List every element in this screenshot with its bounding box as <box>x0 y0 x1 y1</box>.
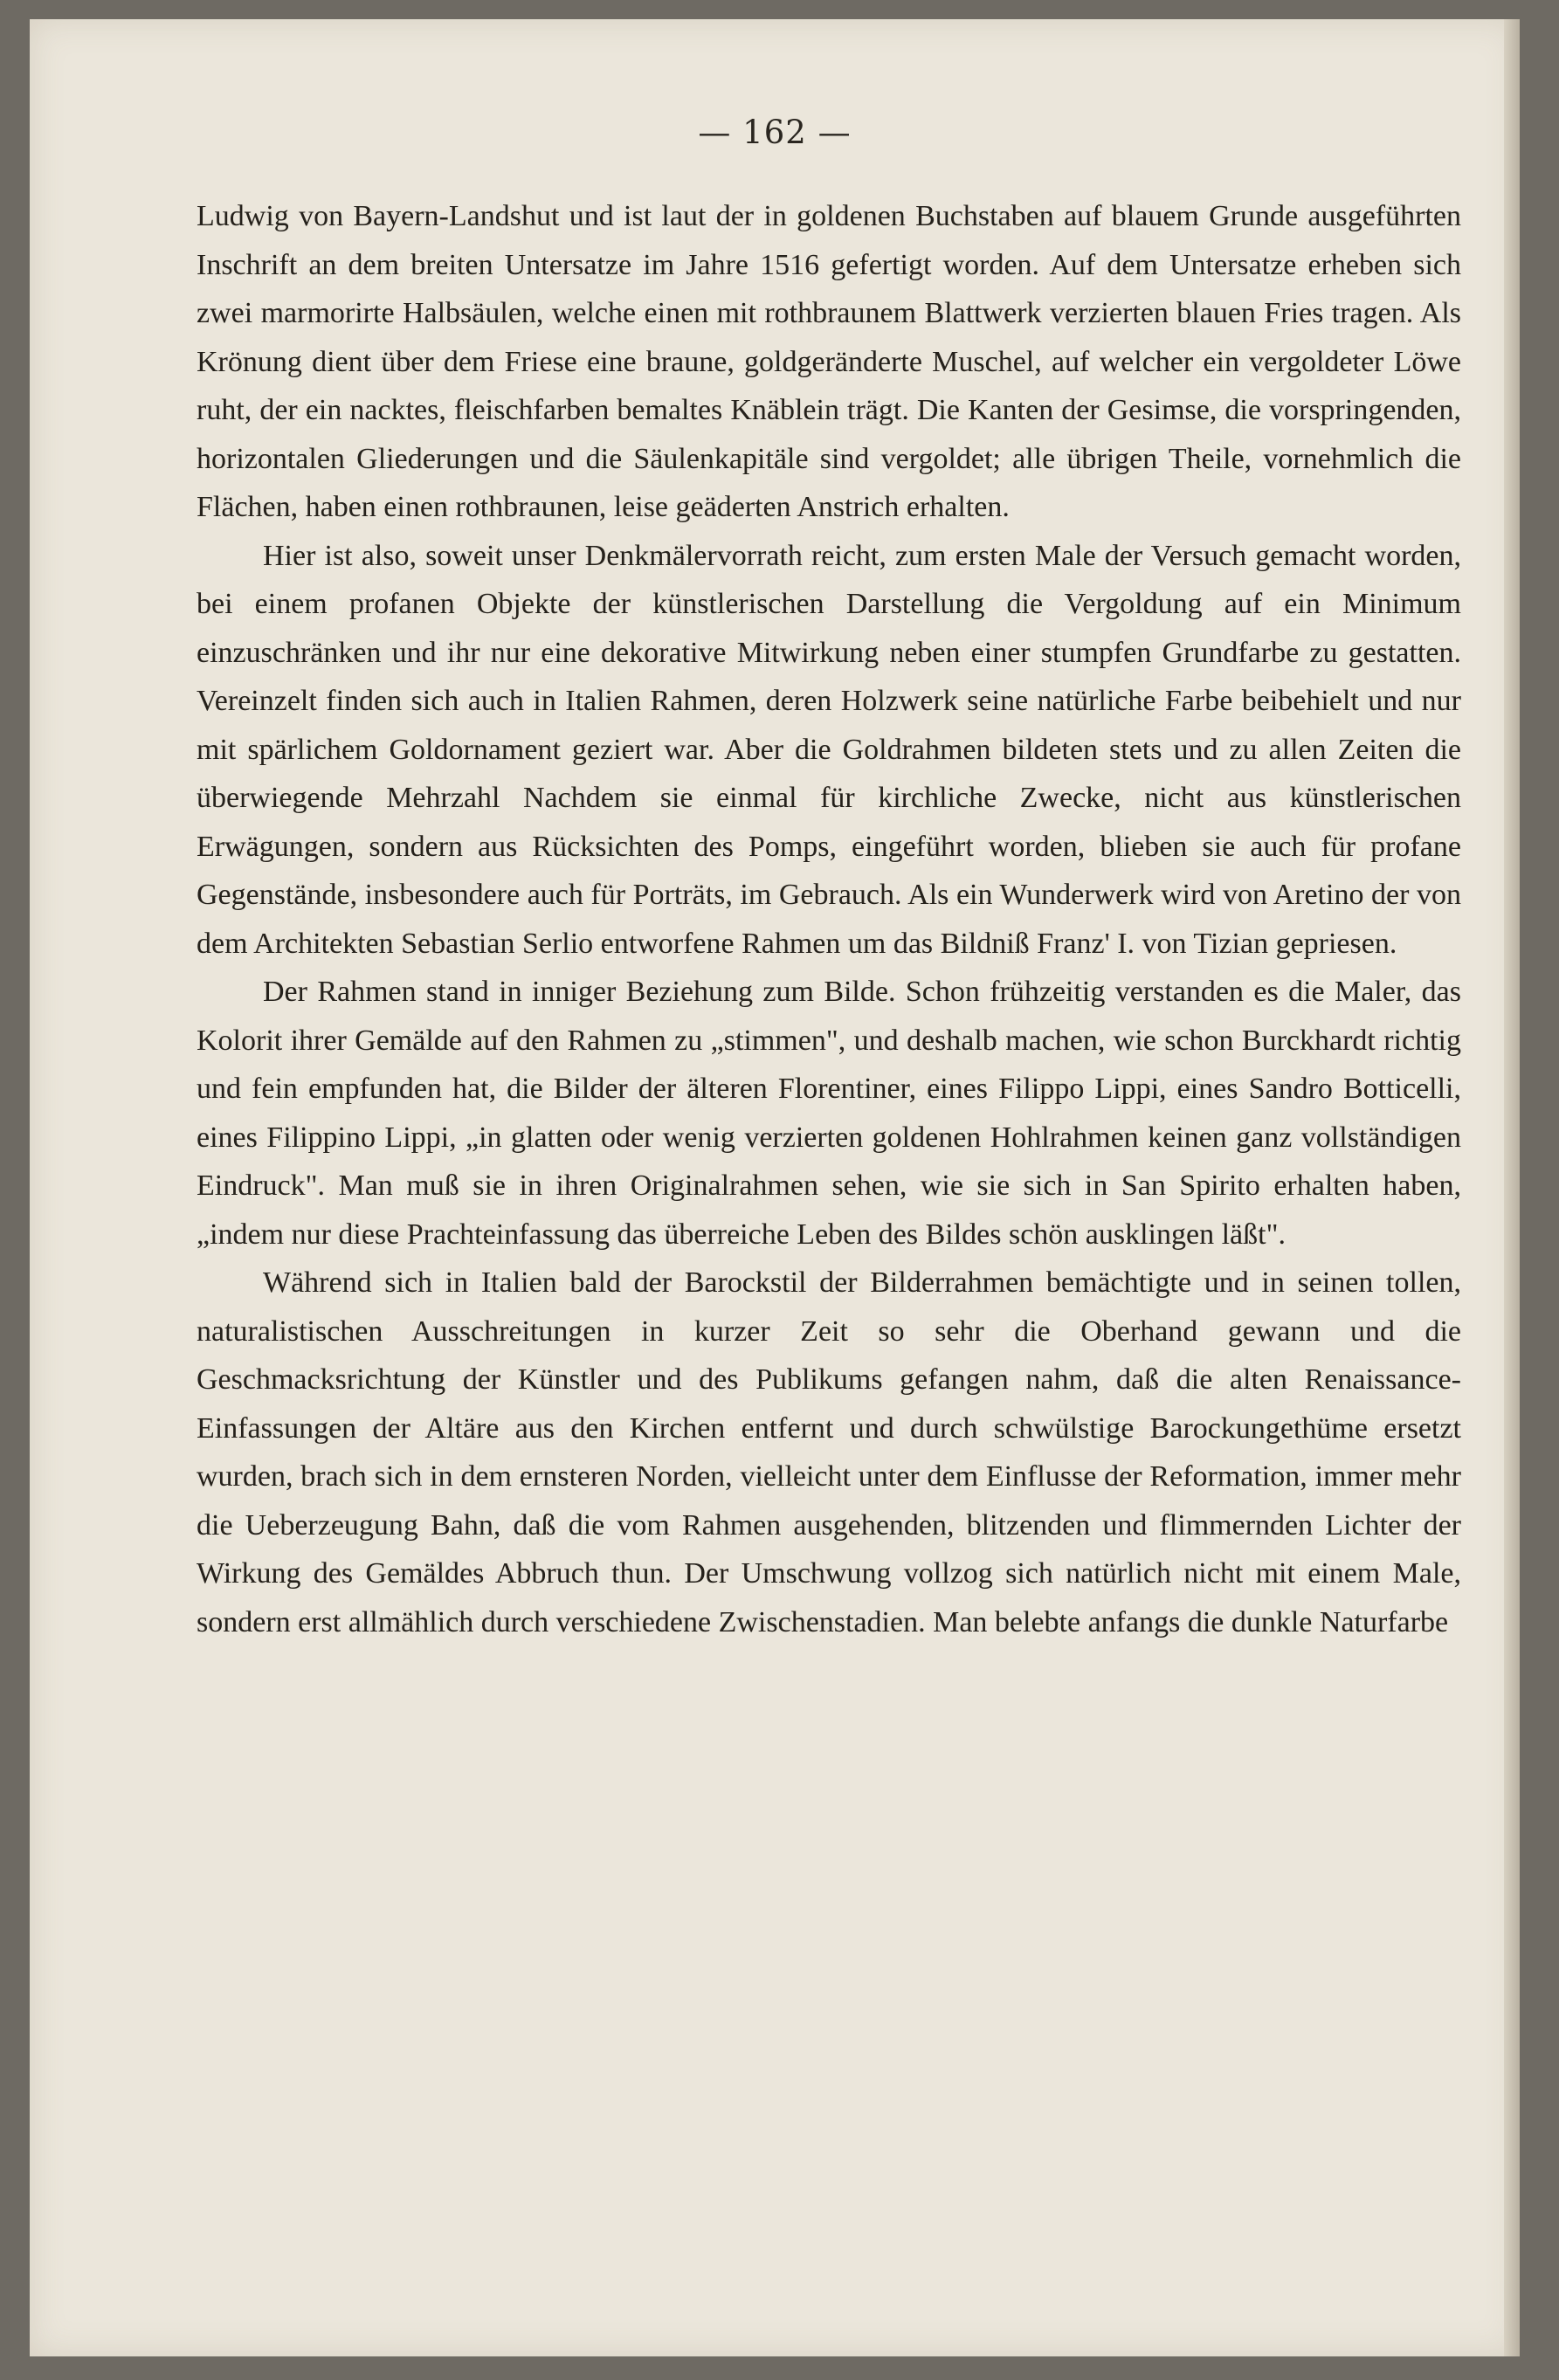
paragraph-2: Hier ist also, soweit unser Denkmälervorrath reicht, zum ersten Male der Versuch gemacht worden, bei einem profanen Objekte der künstlerischen Darstellung die Vergoldung auf ein Minimum einzuschränken und ihr nur eine dekorative Mitwirkung neben einer stumpfen Grundfarbe zu gestatten. Vereinzelt finden sich auch in Italien Rahmen, deren Holzwerk seine natürliche Farbe beibehielt und nur mit spärlichem Goldornament geziert war. Aber die Goldrahmen bildeten stets und zu allen Zeiten die überwiegende Mehrzahl Nachdem sie einmal für kirchliche Zwecke, nicht aus künstlerischen Erwägungen, sondern aus Rücksichten des Pomps, eingeführt worden, blieben sie auch für profane Gegenstände, insbesondere auch für Porträts, im Gebrauch. Als ein Wunderwerk wird von Aretino der von dem Architekten Sebastian Serlio entworfene Rahmen um das Bildniß Franz' I. von Tizian gepriesen. <box>197 539 1461 960</box>
paragraph-1: Ludwig von Bayern-Landshut und ist laut der in goldenen Buchstaben auf blauem Grunde ausgeführten Inschrift an dem breiten Untersatze im Jahre 1516 gefertigt worden. Auf dem Untersatze erheben sich zwei marmorirte Halbsäulen, welche einen mit rothbraunem Blattwerk verzierten blauen Fries tragen. Als Krönung dient über dem Friese eine braune, goldgeränderte Muschel, auf welcher ein vergoldeter Löwe ruht, der ein nacktes, fleischfarben bemaltes Knäblein trägt. Die Kanten der Gesimse, die vorspringenden, horizontalen Gliederungen und die Säulenkapitäle sind vergoldet; alle übrigen Theile, vornehmlich die Flächen, haben einen rothbraunen, leise geäderten Anstrich erhalten. <box>197 200 1461 523</box>
page-gutter-edge <box>1504 19 1520 2356</box>
book-page <box>30 19 1520 2356</box>
paragraph-4: Während sich in Italien bald der Barockstil der Bilderrahmen bemächtigte und in seinen tollen, naturalistischen Ausschreitungen in kurzer Zeit so sehr die Oberhand gewann und die Geschmacksrichtung der Künstler und des Publikums gefangen nahm, daß die alten Renaissance-Einfassungen der Altäre aus den Kirchen entfernt und durch schwülstige Barockungethüme ersetzt wurden, brach sich in dem ernsteren Norden, vielleicht unter dem Einflusse der Reformation, immer mehr die Ueberzeugung Bahn, daß die vom Rahmen ausgehenden, blitzenden und flimmernden Lichter der Wirkung des Gemäldes Abbruch thun. Der Umschwung vollzog sich natürlich nicht mit einem Male, sondern erst allmählich durch verschiedene Zwischenstadien. Man belebte anfangs die dunkle Naturfarbe <box>197 1266 1461 1638</box>
page-number: — 162 — <box>698 114 852 151</box>
body-text <box>197 192 1461 1646</box>
paragraph-3: Der Rahmen stand in inniger Beziehung zum Bilde. Schon frühzeitig verstanden es die Maler, das Kolorit ihrer Gemälde auf den Rahmen zu „stimmen", und deshalb machen, wie schon Burckhardt richtig und fein empfunden hat, die Bilder der älteren Florentiner, eines Filippo Lippi, eines Sandro Botticelli, eines Filippino Lippi, „in glatten oder wenig verzierten goldenen Hohlrahmen keinen ganz vollständigen Eindruck". Man muß sie in ihren Originalrahmen sehen, wie sie sich in San Spirito erhalten haben, „indem nur diese Prachteinfassung das überreiche Leben des Bildes schön ausklingen läßt". <box>197 976 1461 1251</box>
